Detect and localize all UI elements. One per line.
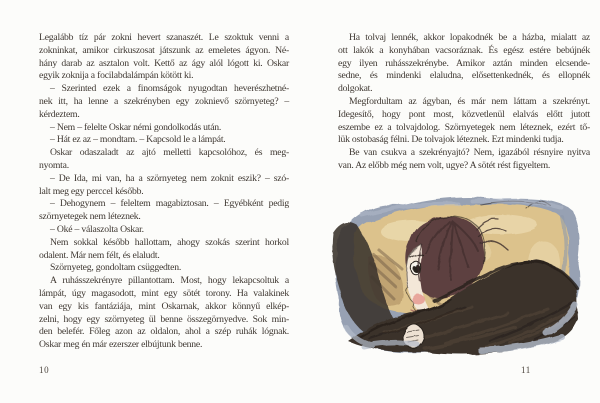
text-line: – Szerinted ezek a finomságok nyugodtan heverészhetné- <box>50 83 289 95</box>
text-line: eszembe ez a tolvajdolog. Szörnyetegek nem léteznek, ezért tő- <box>338 121 590 133</box>
text-line: Oskar meg én már ezerszer elbújtunk benne. <box>39 339 203 351</box>
right-page-text <box>338 32 590 173</box>
text-line: lük ostobaság félni. De tolvajok léteznek. Ezt mindenki tudja. <box>338 134 564 146</box>
bed-illustration <box>330 191 582 359</box>
text-line: – Dehogynem – feleltem magabiztosan. – Egyébként pedig <box>50 198 289 210</box>
right-page-number: 11 <box>521 365 531 375</box>
text-line: zelni, hogy egy szörnyeteg ül benne összegörnyedve. Sok min- <box>39 313 289 325</box>
bed-illustration-svg <box>330 191 582 359</box>
left-page-number: 10 <box>39 365 50 375</box>
text-line: odalent. Már nem félt, és elaludt. <box>39 249 160 261</box>
text-line: van egy kis fantáziája, mint Oskarnak, akkor könnyű elkép- <box>39 300 289 312</box>
text-line: den belefér. Főleg azon az oldalon, ahol a szép ruhák lógnak. <box>39 326 289 338</box>
text-line: Oskar odaszaladt az ajtó melletti kapcsolóhoz, és meg- <box>50 147 289 159</box>
text-line: Be van csukva a szekrényajtó? Nem, igazából résnyire nyitva <box>349 147 590 159</box>
cheek-blush <box>413 295 426 305</box>
text-line: – Hát ez az – mondtam. – Kapcsold le a lámpát. <box>50 134 226 146</box>
text-line: egy ilyen ruhásszekrénybe. Amikor aztán minden elcsende- <box>338 57 590 69</box>
left-page-text <box>39 32 289 352</box>
text-line: Idegesítő, hogy pont most, közvetlenül elalvás előtt jutott <box>338 108 590 120</box>
text-line: Legalább tíz pár zokni hevert szanaszét. Le szoktuk venni a <box>39 32 289 43</box>
eye-highlight <box>414 264 416 266</box>
text-line: Nem sokkal később hallottam, ahogy szokás szerint horkol <box>50 236 289 248</box>
text-line: A ruhásszekrényre pillantottam. Most, hogy lekapcsoltuk a <box>50 275 289 287</box>
text-line: – Nem – felelte Oskar némi gondolkodás után. <box>50 121 222 133</box>
text-line: nek itt, ha lenne a szekrényben egy zoknievő szörnyeteg? – <box>39 95 289 107</box>
text-line: – Oké – válaszolta Oskar. <box>50 223 144 235</box>
text-line: – De Ida, mi van, ha a szörnyeteg nem zoknit eszik? – szó- <box>50 172 289 184</box>
text-line: van. Az előbb még nem volt, ugye? A sötét rést figyeltem. <box>338 159 551 171</box>
text-line: lalt meg egy perccel később. <box>39 185 144 197</box>
text-line: sedne, és mindenki elaludna, elősettenkednék, és ellopnék <box>338 70 590 82</box>
right-page <box>300 0 600 403</box>
text-line: dolgokat. <box>338 83 373 95</box>
text-line: szörnyetegek nem léteznek. <box>39 211 141 223</box>
text-line: kérdeztem. <box>39 108 80 120</box>
text-line: Ha tolvaj lennék, akkor lopakodnék be a házba, mialatt az <box>349 32 590 43</box>
text-line: egyik zoknija a focilabdalámpán kötött ki. <box>39 70 194 82</box>
text-line: hány darab az asztalon volt. Kettő az ágy alól lógott ki. Oskar <box>39 57 289 69</box>
text-line: Szörnyeteg, gondoltam csüggedten. <box>50 262 182 274</box>
text-line: ott lakók a konyhában vacsoráznak. És egész estére bebújnék <box>338 44 590 56</box>
text-line: zokninkat, amikor cirkuszosat játszunk az emeletes ágyon. Né- <box>39 44 289 56</box>
text-line: Megfordultam az ágyban, és már nem láttam a szekrényt. <box>349 95 590 107</box>
text-line: lámpát, úgy magasodott, mint egy sötét torony. Ha valakinek <box>39 287 289 299</box>
eye-pupil <box>413 265 421 273</box>
text-line: nyomta. <box>39 159 69 171</box>
